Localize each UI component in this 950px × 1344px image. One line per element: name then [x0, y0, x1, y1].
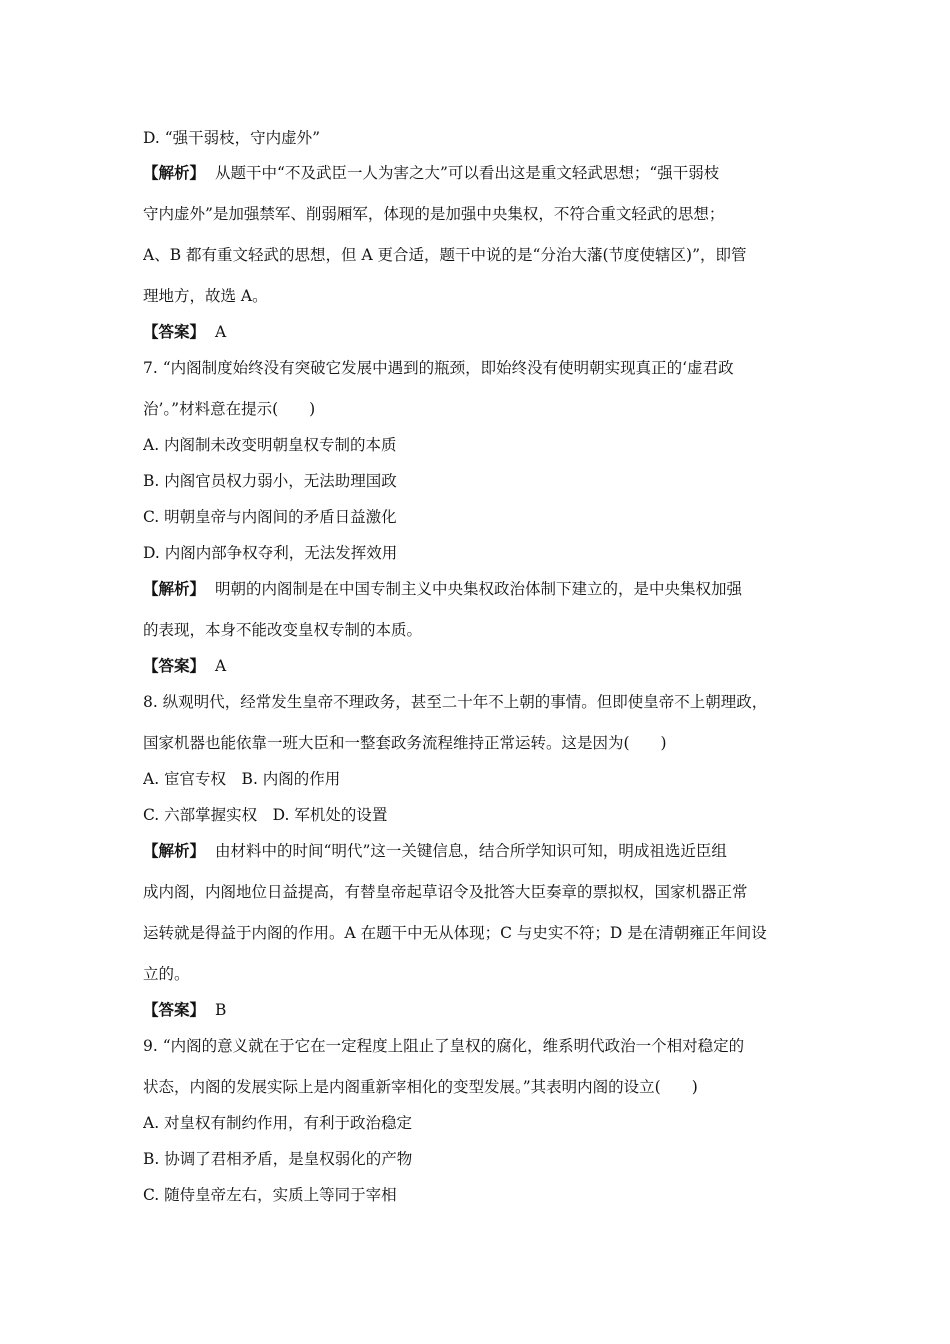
analysis-tag: 【解析】 [143, 163, 206, 182]
answer-q6 [143, 321, 823, 343]
question-9-cont [143, 1076, 823, 1098]
text-line: 运转就是得益于内阁的作用。A 在题干中无从体现；C 与史实不符；D 是在清朝雍正年间设 [143, 924, 767, 942]
text-line: 明朝的内阁制是在中国专制主义中央集权政治体制下建立的，是中央集权加强 [215, 580, 743, 598]
text-line: B. 内阁官员权力弱小，无法助理国政 [143, 472, 397, 490]
text-line: 治’。”材料意在提示( ) [143, 400, 316, 418]
option-a-q9 [143, 1112, 823, 1134]
analysis-q7-cont [143, 619, 823, 641]
question-7-cont [143, 398, 823, 420]
answer-q8 [143, 999, 823, 1021]
answer-value: A [215, 657, 227, 675]
text-line: 立的。 [143, 965, 190, 983]
question-8-cont [143, 732, 823, 754]
question-7 [143, 357, 823, 379]
text-line: 守内虚外”是加强禁军、削弱厢军，体现的是加强中央集权，不符合重文轻武的思想； [143, 205, 725, 223]
text-line: 从题干中“不及武臣一人为害之大”可以看出这是重文轻武思想；“强干弱枝 [215, 164, 720, 182]
text-line: D. “强干弱枝，守内虚外” [143, 129, 321, 147]
text-line: A. 宦官专权 B. 内阁的作用 [143, 770, 341, 788]
answer-q7 [143, 655, 823, 677]
option-d-q7 [143, 542, 823, 564]
options-ab-q8 [143, 768, 823, 790]
analysis-q7 [143, 578, 823, 600]
answer-value: A [215, 323, 227, 341]
options-cd-q8 [143, 804, 823, 826]
analysis-q6-cont [143, 203, 823, 225]
text-line: D. 内阁内部争权夺利，无法发挥效用 [143, 544, 398, 562]
option-c-q9 [143, 1184, 823, 1206]
analysis-q6-cont [143, 244, 823, 266]
text-line: 7. “内阁制度始终没有突破它发展中遇到的瓶颈，即始终没有使明朝实现真正的‘虚君政 [143, 359, 734, 377]
text-line: 的表现，本身不能改变皇权专制的本质。 [143, 621, 423, 639]
analysis-q8-cont [143, 922, 823, 944]
text-line: 理地方，故选 A。 [143, 287, 268, 305]
answer-tag: 【答案】 [143, 1000, 206, 1019]
analysis-tag: 【解析】 [143, 841, 206, 860]
text-line: C. 明朝皇帝与内阁间的矛盾日益激化 [143, 508, 397, 526]
text-line: B. 协调了君相矛盾，是皇权弱化的产物 [143, 1150, 413, 1168]
text-line: C. 随侍皇帝左右，实质上等同于宰相 [143, 1186, 397, 1204]
text-line: A、B 都有重文轻武的思想，但 A 更合适，题干中说的是“分治大藩(节度使辖区)”，即管 [143, 246, 747, 264]
question-8 [143, 691, 823, 713]
text-line: 状态，内阁的发展实际上是内阁重新宰相化的变型发展。”其表明内阁的设立( ) [143, 1078, 698, 1096]
answer-tag: 【答案】 [143, 656, 206, 675]
analysis-q6 [143, 162, 823, 184]
text-line: A. 内阁制未改变明朝皇权专制的本质 [143, 436, 397, 454]
text-line: A. 对皇权有制约作用，有利于政治稳定 [143, 1114, 413, 1132]
analysis-q8 [143, 840, 823, 862]
option-b-q7 [143, 470, 823, 492]
option-a-q7 [143, 434, 823, 456]
text-line: 9. “内阁的意义就在于它在一定程度上阻止了皇权的腐化，维系明代政治一个相对稳定的 [143, 1037, 745, 1055]
analysis-q8-cont [143, 881, 823, 903]
question-9 [143, 1035, 823, 1057]
text-line: 成内阁，内阁地位日益提高，有替皇帝起草诏令及批答大臣奏章的票拟权，国家机器正常 [143, 883, 748, 901]
analysis-q8-cont [143, 963, 823, 985]
answer-tag: 【答案】 [143, 322, 206, 341]
analysis-tag: 【解析】 [143, 579, 206, 598]
text-line: 国家机器也能依靠一班大臣和一整套政务流程维持正常运转。这是因为( ) [143, 734, 667, 752]
text-line: 8. 纵观明代，经常发生皇帝不理政务，甚至二十年不上朝的事情。但即使皇帝不上朝理政， [143, 693, 768, 711]
option-b-q9 [143, 1148, 823, 1170]
analysis-q6-cont [143, 285, 823, 307]
text-line: C. 六部掌握实权 D. 军机处的设置 [143, 806, 388, 824]
option-d-q6 [143, 127, 823, 149]
text-line: 由材料中的时间“明代”这一关键信息，结合所学知识可知，明成祖选近臣组 [215, 842, 727, 860]
option-c-q7 [143, 506, 823, 528]
answer-value: B [215, 1001, 227, 1019]
